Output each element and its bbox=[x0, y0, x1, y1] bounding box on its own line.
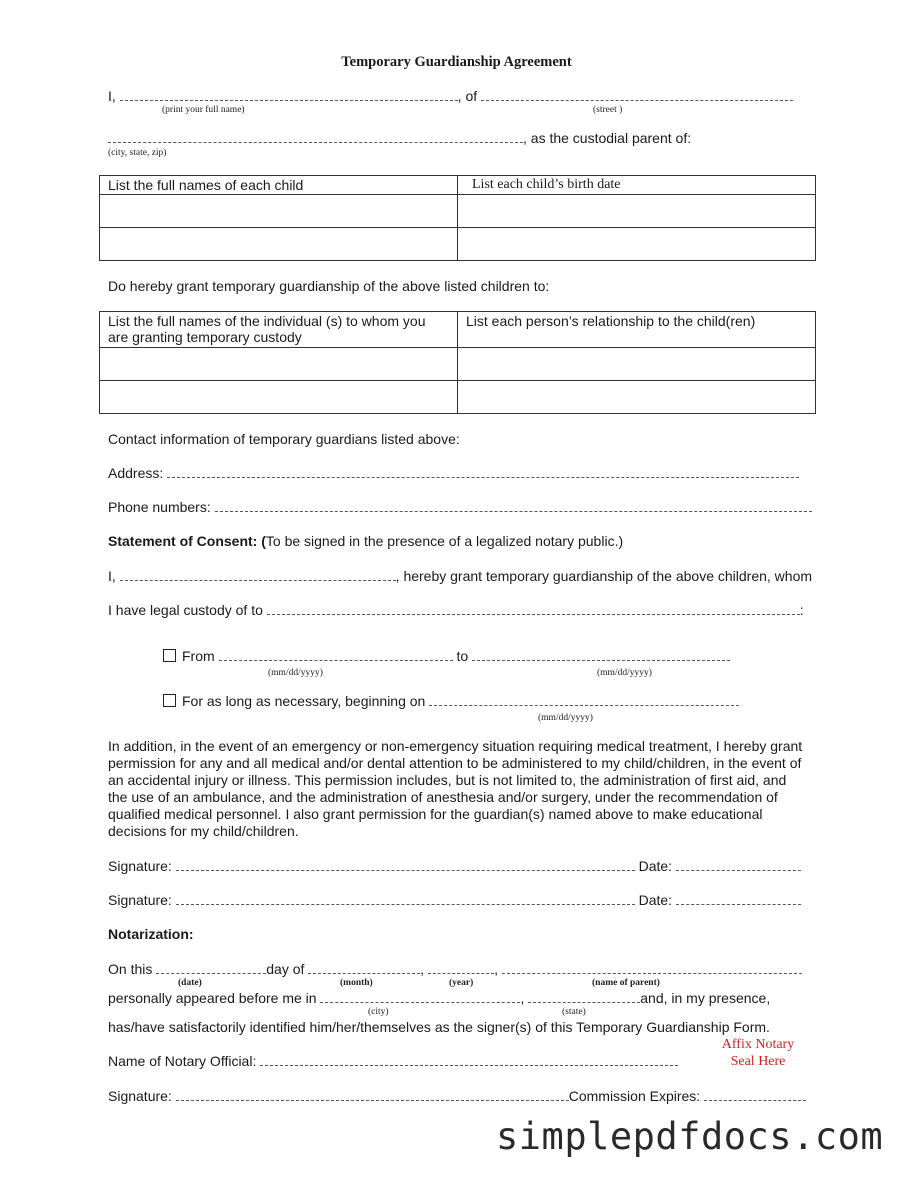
street-field[interactable] bbox=[481, 88, 793, 101]
grant-text: Do hereby grant temporary guardianship of the above listed children to: bbox=[108, 278, 550, 294]
hint-to-date: (mm/dd/yyyy) bbox=[597, 668, 652, 678]
notary-name-row bbox=[108, 1053, 678, 1070]
city-state-zip-field[interactable] bbox=[108, 130, 523, 143]
date-label-1: Date: bbox=[638, 858, 673, 874]
intro-of: , of bbox=[457, 88, 478, 104]
child-name-cell-2[interactable] bbox=[100, 228, 458, 261]
notary-date-field[interactable] bbox=[156, 961, 266, 974]
signature-field-1[interactable] bbox=[176, 858, 635, 871]
custody-recipient-field[interactable] bbox=[267, 602, 800, 615]
identified-text: has/have satisfactorily identified him/her/themselves as the signer(s) of this Temporary Guardianship Form. bbox=[108, 1019, 770, 1035]
custodial-parent-text: , as the custodial parent of: bbox=[523, 130, 692, 146]
appeared-label: personally appeared before me in bbox=[108, 990, 317, 1006]
notary-signature-field[interactable] bbox=[176, 1088, 569, 1101]
address-field[interactable] bbox=[167, 465, 799, 478]
in-presence-label: and, in my presence, bbox=[640, 990, 771, 1006]
seal-line-2: Seal Here bbox=[730, 1054, 786, 1069]
intro-line-2 bbox=[108, 130, 691, 147]
hint-date: (date) bbox=[178, 978, 202, 988]
notary-state-field[interactable] bbox=[528, 990, 640, 1003]
hint-parent-name: (name of parent) bbox=[592, 978, 660, 988]
commission-expires-label: Commission Expires: bbox=[568, 1088, 701, 1104]
notary-month-field[interactable] bbox=[308, 961, 420, 974]
notary-name-field[interactable] bbox=[260, 1053, 678, 1066]
hint-full-name: (print your full name) bbox=[162, 105, 245, 115]
to-label: to bbox=[456, 648, 469, 664]
hint-month: (month) bbox=[340, 978, 373, 988]
long-as-necessary-label: For as long as necessary, beginning on bbox=[182, 693, 426, 709]
date-label-2: Date: bbox=[638, 892, 673, 908]
consent-line-1-rest: , hereby grant temporary guardianship of the above children, whom bbox=[395, 568, 813, 584]
notarization-line-2: personally appeared before me in , and, in my presence, bbox=[108, 990, 771, 1006]
notary-signature-row bbox=[108, 1088, 806, 1105]
consent-legal-custody: I have legal custody of to bbox=[108, 602, 263, 618]
notary-seal-area bbox=[712, 1036, 804, 1070]
full-name-field[interactable] bbox=[120, 88, 458, 101]
guardians-header-relationship: List each person’s relationship to the child(ren) bbox=[458, 312, 816, 348]
beginning-date-field[interactable] bbox=[429, 693, 739, 706]
children-header-names: List the full names of each child bbox=[100, 176, 458, 195]
long-as-necessary-row bbox=[163, 693, 739, 710]
guardians-header-names: List the full names of the individual (s) to whom you are granting temporary custody bbox=[100, 312, 458, 348]
phone-label: Phone numbers: bbox=[108, 499, 211, 515]
parent-name-field[interactable] bbox=[502, 961, 802, 974]
from-label: From bbox=[182, 648, 215, 664]
hint-city-state-zip: (city, state, zip) bbox=[108, 148, 167, 158]
consent-line-2 bbox=[108, 602, 804, 619]
from-to-row bbox=[163, 648, 730, 665]
notarization-heading: Notarization: bbox=[108, 926, 194, 942]
consent-colon: : bbox=[799, 602, 804, 618]
day-of-label: day of bbox=[266, 961, 305, 977]
on-this-label: On this bbox=[108, 961, 153, 977]
hint-year: (year) bbox=[449, 978, 474, 988]
phone-row bbox=[108, 499, 812, 516]
child-birthdate-cell-1[interactable] bbox=[458, 195, 816, 228]
signature-label-2: Signature: bbox=[108, 892, 172, 908]
contact-heading: Contact information of temporary guardians listed above: bbox=[108, 431, 460, 447]
guardians-table bbox=[99, 311, 816, 414]
consent-heading-rest: To be signed in the presence of a legalized notary public.) bbox=[265, 533, 624, 549]
consent-i: I, bbox=[108, 568, 116, 584]
to-date-field[interactable] bbox=[472, 648, 730, 661]
notary-name-label: Name of Notary Official: bbox=[108, 1053, 257, 1069]
consent-line-1 bbox=[108, 568, 812, 585]
commission-expires-field[interactable] bbox=[704, 1088, 806, 1101]
notary-city-field[interactable] bbox=[320, 990, 520, 1003]
children-table bbox=[99, 175, 816, 261]
watermark-logo: simplepdfdocs.com bbox=[496, 1115, 884, 1158]
child-birthdate-cell-2[interactable] bbox=[458, 228, 816, 261]
date-field-1[interactable] bbox=[676, 858, 801, 871]
long-as-necessary-checkbox[interactable] bbox=[163, 694, 176, 707]
seal-line-1: Affix Notary bbox=[721, 1037, 795, 1052]
consent-name-field[interactable] bbox=[120, 568, 396, 581]
guardian-name-cell-2[interactable] bbox=[100, 381, 458, 414]
phone-field[interactable] bbox=[215, 499, 812, 512]
intro-line-1 bbox=[108, 88, 793, 105]
consent-heading-bold: Statement of Consent: ( bbox=[108, 533, 266, 549]
medical-permission-paragraph: In addition, in the event of an emergency or non-emergency situation requiring medical treatment, I hereby grant permission for any and all medical and/or dental attention to be administered to my child/children, in the event of an accidental injury or illness. This permission includes, but is not limited to, the administration of first aid, and the use of an ambulance, and the administration of anesthesia and/or surgery, under the recommendation of qualified medical personnel. I also grant permission for the guardian(s) named above to make educational decisions for my child/children. bbox=[108, 738, 803, 839]
guardian-name-cell-1[interactable] bbox=[100, 348, 458, 381]
hint-from-date: (mm/dd/yyyy) bbox=[268, 668, 323, 678]
document-title: Temporary Guardianship Agreement bbox=[341, 54, 572, 70]
consent-heading bbox=[108, 533, 623, 550]
notary-signature-label: Signature: bbox=[108, 1088, 172, 1104]
address-label: Address: bbox=[108, 465, 164, 481]
from-checkbox[interactable] bbox=[163, 649, 176, 662]
children-header-birthdate: List each child’s birth date bbox=[458, 176, 816, 195]
signature-row-2 bbox=[108, 892, 801, 909]
guardian-relationship-cell-1[interactable] bbox=[458, 348, 816, 381]
date-field-2[interactable] bbox=[676, 892, 801, 905]
notarization-line-1: On this day of , , bbox=[108, 961, 802, 978]
from-date-field[interactable] bbox=[219, 648, 453, 661]
hint-street: (street ) bbox=[593, 105, 623, 115]
signature-field-2[interactable] bbox=[176, 892, 635, 905]
hint-state: (state) bbox=[562, 1007, 586, 1017]
intro-i: I, bbox=[108, 88, 116, 104]
hint-city: (city) bbox=[368, 1007, 389, 1017]
address-row bbox=[108, 465, 799, 482]
signature-label-1: Signature: bbox=[108, 858, 172, 874]
hint-beginning-date: (mm/dd/yyyy) bbox=[538, 713, 593, 723]
guardian-relationship-cell-2[interactable] bbox=[458, 381, 816, 414]
notary-year-field[interactable] bbox=[428, 961, 494, 974]
child-name-cell-1[interactable] bbox=[100, 195, 458, 228]
signature-row-1 bbox=[108, 858, 801, 875]
